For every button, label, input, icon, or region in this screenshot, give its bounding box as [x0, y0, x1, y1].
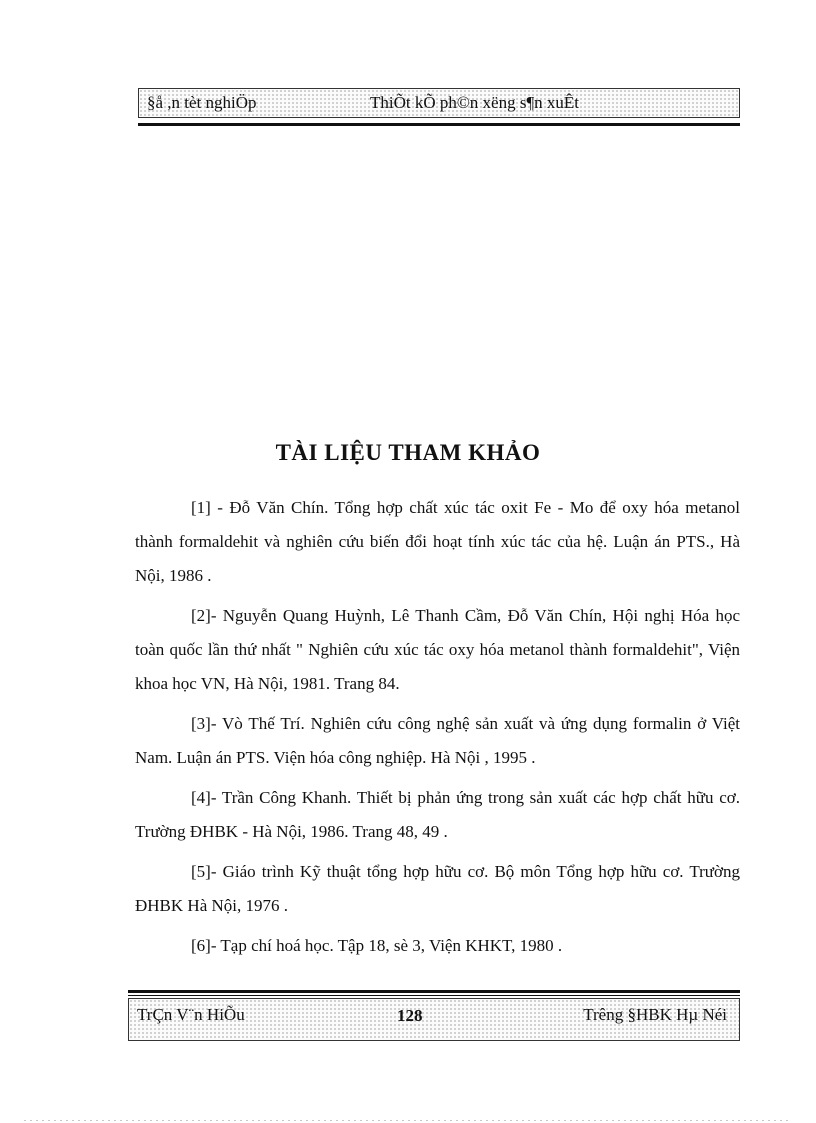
footer-institution: Trêng §HBK Hµ Néi [583, 1005, 727, 1024]
header-rule [138, 123, 740, 126]
bottom-dotted-rule [24, 1120, 792, 1121]
header-left-text: §å ,n tèt nghiÖp [147, 93, 257, 112]
reference-list [135, 491, 740, 969]
reference-item: [3]- Vò Thế Trí. Nghiên cứu công nghệ sản xuất và ứng dụng formalin ở Việt Nam. Luận án PTS. Viện hóa công nghiệp. Hà Nội , 1995 . [135, 714, 740, 767]
reference-item: [6]- Tạp chí hoá học. Tập 18, sè 3, Viện KHKT, 1980 . [191, 936, 563, 955]
page-footer [128, 998, 740, 1041]
page-number: 128 [397, 1006, 423, 1025]
footer-rule-thin [128, 995, 740, 996]
reference-item: [2]- Nguyễn Quang Huỳnh, Lê Thanh Cầm, Đỗ Văn Chín, Hội nghị Hóa học toàn quốc lần thứ nhất " Nghiên cứu xúc tác oxy hóa metanol thành formaldehit", Viện khoa học VN, Hà Nội, 1981. Trang 84. [135, 606, 740, 693]
header-center-text: ThiÕt kÕ ph©n xëng s¶n xuÊt [370, 93, 580, 112]
footer-rule-thick [128, 990, 740, 993]
reference-item: [4]- Trần Công Khanh. Thiết bị phản ứng trong sản xuất các hợp chất hữu cơ. Trường ĐHBK - Hà Nội, 1986. Trang 48, 49 . [135, 788, 740, 841]
page-title: TÀI LIỆU THAM KHẢO [275, 440, 541, 465]
page-header [138, 88, 740, 118]
reference-item: [5]- Giáo trình Kỹ thuật tổng hợp hữu cơ. Bộ môn Tổng hợp hữu cơ. Trường ĐHBK Hà Nội, 1976 . [135, 862, 740, 915]
footer-author: TrÇn V¨n HiÕu [137, 1005, 245, 1024]
reference-item: [1] - Đỗ Văn Chín. Tổng hợp chất xúc tác oxit Fe - Mo để oxy hóa metanol thành formaldehit và nghiên cứu biến đổi hoạt tính xúc tác của hệ. Luận án PTS., Hà Nội, 1986 . [135, 498, 740, 585]
